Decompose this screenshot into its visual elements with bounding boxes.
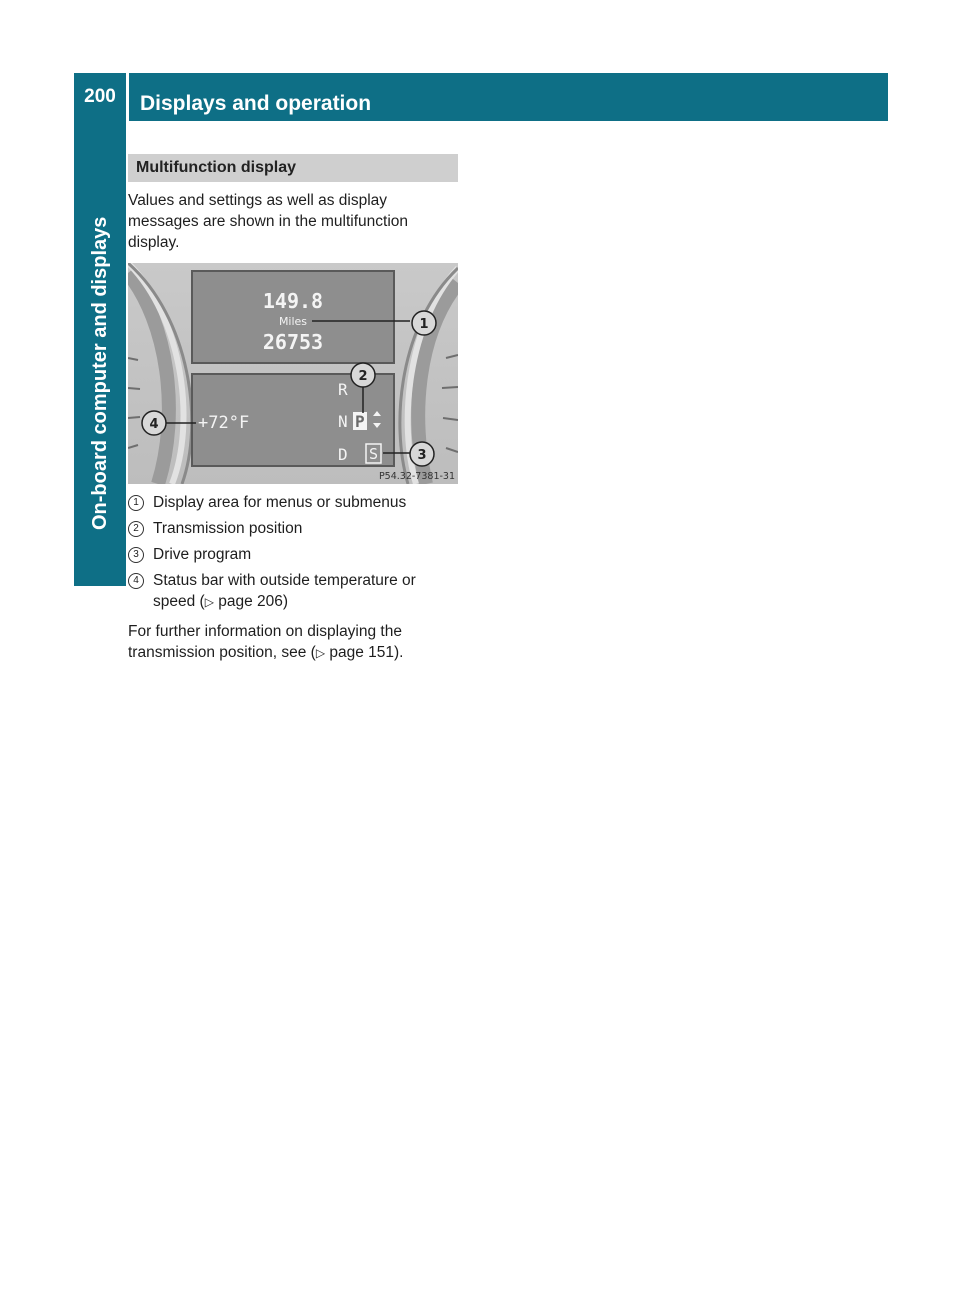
cluster-illustration	[128, 263, 458, 484]
page-ref-arrow-icon: ▷	[315, 646, 326, 660]
further-info-paragraph: For further information on displaying the transmission position, see (▷ page 151).	[128, 623, 404, 661]
page-number: 200	[84, 86, 116, 107]
legend-number: 3	[128, 547, 144, 563]
section-heading: Multifunction display	[128, 154, 458, 182]
page-ref-arrow-icon: ▷	[204, 595, 214, 609]
callout-1: 1	[419, 317, 429, 332]
legend-number: 4	[128, 573, 144, 589]
callout-2: 2	[358, 369, 368, 384]
legend-text: Transmission position	[153, 520, 303, 537]
page-title: Displays and operation	[140, 92, 372, 115]
legend-text: Display area for menus or submenus	[153, 494, 407, 511]
speed-value: 149.8	[262, 289, 324, 313]
gear-d: D	[338, 445, 348, 464]
legend-text: Status bar with outside temperature or speed (▷ page 206)	[153, 572, 416, 610]
header-separator	[126, 73, 129, 121]
outside-temperature: +72°F	[198, 413, 250, 433]
sidebar-tab-marker	[74, 530, 126, 586]
figure-code: P54.32-7381-31	[378, 471, 455, 482]
odometer-value: 26753	[262, 330, 324, 354]
speed-unit: Miles	[278, 315, 308, 328]
drive-program-indicator: S	[369, 445, 379, 463]
gear-p-selected: P	[355, 412, 365, 431]
sidebar-chapter-label: On-board computer and displays	[89, 216, 111, 530]
callout-3: 3	[417, 448, 427, 463]
instrument-cluster-figure	[128, 263, 458, 484]
callout-4: 4	[149, 417, 159, 432]
legend-number: 1	[128, 495, 144, 511]
legend-number: 2	[128, 521, 144, 537]
gear-r: R	[338, 380, 348, 399]
intro-paragraph: Values and settings as well as display messages are shown in the multifunction display.	[128, 192, 409, 251]
gear-n: N	[338, 412, 348, 431]
legend-text: Drive program	[153, 546, 252, 563]
